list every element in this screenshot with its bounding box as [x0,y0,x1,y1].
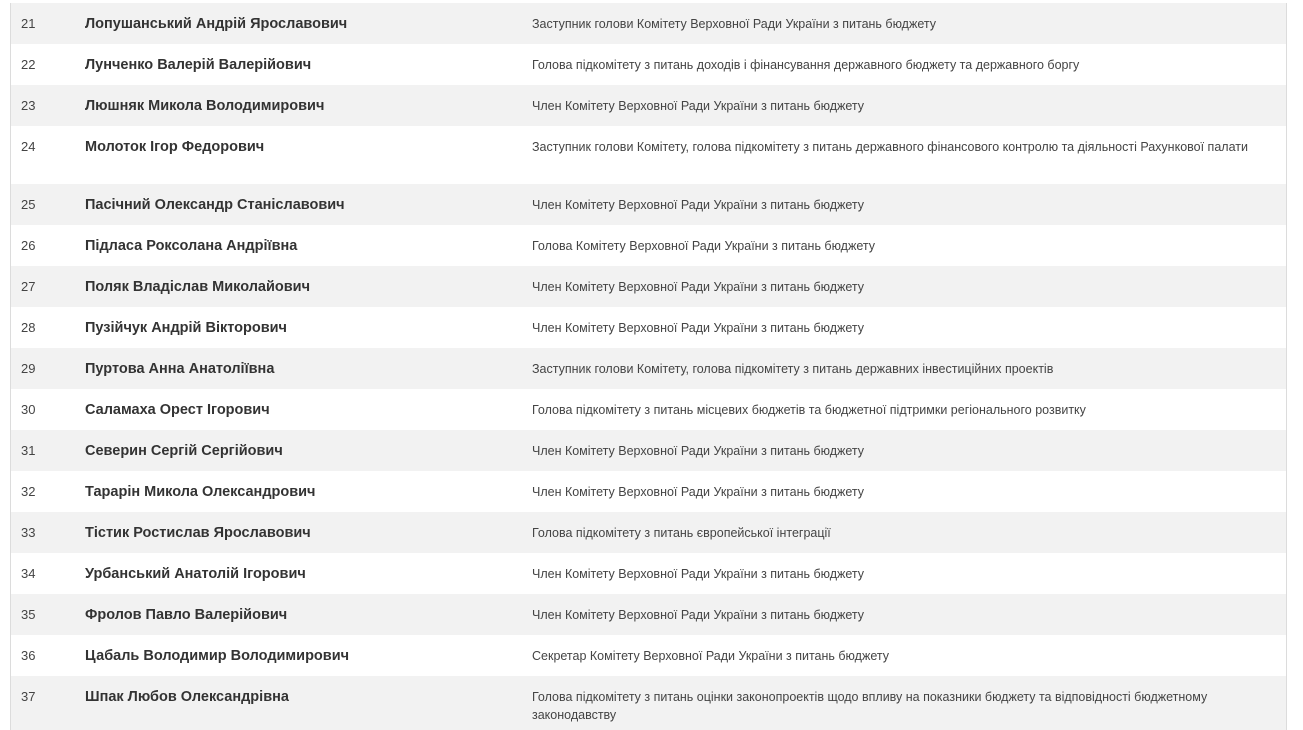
row-number: 23 [21,98,36,113]
table-row [11,512,1286,553]
member-role: Член Комітету Верховної Ради України з питань бюджету [532,608,865,622]
row-number: 32 [21,484,36,499]
row-number: 36 [21,648,36,663]
member-role: Голова Комітету Верховної Ради України з питань бюджету [532,239,875,253]
member-name: Шпак Любов Олександрівна [85,689,289,705]
member-role: Член Комітету Верховної Ради України з питань бюджету [532,99,865,113]
member-name: Тарарін Микола Олександрович [85,484,316,500]
member-name: Поляк Владіслав Миколайович [85,279,310,295]
table-row [11,471,1286,512]
row-number: 35 [21,607,36,622]
table-row [11,225,1286,266]
member-role: Секретар Комітету Верховної Ради України з питань бюджету [532,649,889,663]
row-number: 27 [21,279,36,294]
member-role: Голова підкомітету з питань європейської інтеграції [532,526,831,540]
row-number: 25 [21,197,36,212]
table-row [11,389,1286,430]
member-name: Цабаль Володимир Володимирович [85,648,350,664]
member-name: Тістик Ростислав Ярославович [85,525,311,541]
table-row [11,44,1286,85]
table-row [11,676,1286,730]
row-number: 28 [21,320,36,335]
row-number: 21 [21,16,36,31]
member-role: Член Комітету Верховної Ради України з питань бюджету [532,485,865,499]
table-row [11,553,1286,594]
member-name: Підласа Роксолана Андріївна [85,238,298,254]
member-name: Люшняк Микола Володимирович [85,98,325,114]
member-role: Член Комітету Верховної Ради України з питань бюджету [532,321,865,335]
member-role: Член Комітету Верховної Ради України з питань бюджету [532,567,865,581]
member-name: Лопушанський Андрій Ярославович [85,16,348,32]
member-name: Пузійчук Андрій Вікторович [85,320,287,336]
member-role: Член Комітету Верховної Ради України з питань бюджету [532,280,865,294]
member-role: Заступник голови Комітету Верховної Ради України з питань бюджету [532,17,936,31]
committee-members-table [10,3,1287,730]
table-row [11,266,1286,307]
row-number: 24 [21,139,36,154]
member-name: Урбанський Анатолій Ігорович [85,566,306,582]
member-role: Член Комітету Верховної Ради України з питань бюджету [532,198,865,212]
row-number: 33 [21,525,36,540]
table-row [11,184,1286,225]
table-row [11,348,1286,389]
table-row [11,126,1286,184]
member-name: Лунченко Валерій Валерійович [85,57,312,73]
member-name: Молоток Ігор Федорович [85,139,265,155]
member-role: Заступник голови Комітету, голова підкомітету з питань державних інвестиційних проектів [532,362,1054,376]
row-number: 22 [21,57,36,72]
table-row [11,594,1286,635]
member-name: Саламаха Орест Ігорович [85,402,270,418]
table-row [11,307,1286,348]
member-role: Член Комітету Верховної Ради України з питань бюджету [532,444,865,458]
row-number: 26 [21,238,36,253]
row-number: 34 [21,566,36,581]
row-number: 30 [21,402,36,417]
member-name: Фролов Павло Валерійович [85,607,288,623]
member-name: Пасічний Олександр Станіславович [85,197,345,213]
row-number: 29 [21,361,36,376]
row-number: 31 [21,443,36,458]
row-number: 37 [21,689,36,704]
member-role: Голова підкомітету з питань оцінки законопроектів щодо впливу на показники бюджету та відповідності бюджетному законодавству [532,690,1208,722]
table-row [11,85,1286,126]
table-row [11,3,1286,44]
member-role: Заступник голови Комітету, голова підкомітету з питань державного фінансового контролю та діяльності Рахункової палати [532,140,1248,154]
table-row [11,635,1286,676]
member-role: Голова підкомітету з питань доходів і фінансування державного бюджету та державного боргу [532,58,1080,72]
table-row [11,430,1286,471]
member-name: Северин Сергій Сергійович [85,443,283,459]
member-role: Голова підкомітету з питань місцевих бюджетів та бюджетної підтримки регіонального розвитку [532,403,1086,417]
member-name: Пуртова Анна Анатоліївна [85,361,275,377]
